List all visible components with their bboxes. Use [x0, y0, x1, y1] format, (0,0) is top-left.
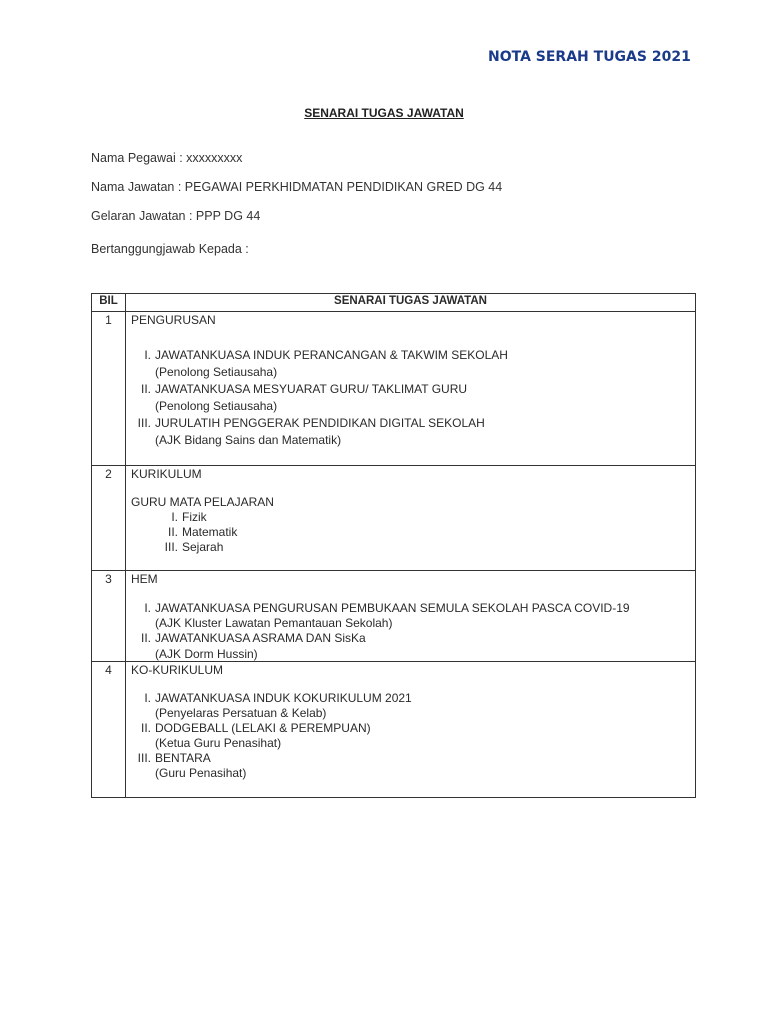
- item-number: I.: [144, 348, 151, 362]
- section-subheading: GURU MATA PELAJARAN: [131, 495, 274, 509]
- item-role: (AJK Bidang Sains dan Matematik): [155, 433, 342, 447]
- item-number: III.: [164, 540, 178, 554]
- row-bil: 2: [92, 466, 126, 571]
- item-number: II.: [140, 382, 151, 396]
- table-row: [92, 466, 696, 571]
- item-role: (Ketua Guru Penasihat): [155, 736, 282, 750]
- item-number: I.: [144, 601, 151, 615]
- item-text: JAWATANKUASA MESYUARAT GURU/ TAKLIMAT GURU: [155, 382, 468, 396]
- list-item: [131, 630, 695, 647]
- table-row: [92, 662, 696, 798]
- section-title: HEM: [131, 572, 158, 586]
- list-item: [131, 540, 695, 555]
- list-item: [131, 600, 695, 617]
- table-row: [92, 571, 696, 662]
- item-role: (Penyelaras Persatuan & Kelab): [155, 706, 327, 720]
- bertanggungjawab-line: Bertanggungjawab Kepada :: [91, 242, 249, 256]
- item-number: I.: [144, 691, 151, 705]
- item-text: BENTARA: [155, 751, 211, 765]
- row-content: [126, 662, 696, 798]
- row-content: [126, 571, 696, 662]
- table-row: [92, 312, 696, 466]
- header-senarai-tugas: SENARAI TUGAS JAWATAN: [126, 294, 696, 312]
- header-bil: BIL: [92, 294, 126, 312]
- row-content: [126, 466, 696, 571]
- nama-pegawai-line: Nama Pegawai : xxxxxxxxx: [91, 151, 243, 165]
- duty-table: [91, 293, 696, 798]
- item-text: JAWATANKUASA ASRAMA DAN SisKa: [155, 631, 366, 645]
- item-number: II.: [140, 631, 151, 645]
- list-item: [131, 510, 695, 525]
- document-heading: SENARAI TUGAS JAWATAN: [304, 106, 464, 120]
- nota-title: NOTA SERAH TUGAS 2021: [488, 49, 691, 65]
- item-role: (Penolong Setiausaha): [155, 399, 278, 413]
- item-number: I.: [171, 510, 178, 524]
- item-number: III.: [137, 751, 151, 765]
- list-item: [131, 525, 695, 540]
- item-text: JAWATANKUASA INDUK KOKURIKULUM 2021: [155, 691, 412, 705]
- section-title: KURIKULUM: [131, 467, 202, 481]
- item-role: (AJK Kluster Lawatan Pemantauan Sekolah): [155, 616, 393, 630]
- item-text: Matematik: [182, 525, 238, 539]
- table-header-row: [92, 294, 696, 312]
- list-item: [131, 381, 695, 398]
- nama-jawatan-line: Nama Jawatan : PEGAWAI PERKHIDMATAN PENDIDIKAN GRED DG 44: [91, 180, 503, 194]
- list-item: [131, 721, 695, 736]
- row-bil: 1: [92, 312, 126, 466]
- list-item: [131, 415, 695, 432]
- row-bil: 4: [92, 662, 126, 798]
- section-title: KO-KURIKULUM: [131, 663, 224, 677]
- row-bil: 3: [92, 571, 126, 662]
- item-text: DODGEBALL (LELAKI & PEREMPUAN): [155, 721, 371, 735]
- list-item: [131, 751, 695, 766]
- item-number: III.: [137, 416, 151, 430]
- item-role: (Penolong Setiausaha): [155, 365, 278, 379]
- item-text: JURULATIH PENGGERAK PENDIDIKAN DIGITAL SEKOLAH: [155, 416, 485, 430]
- row-content: [126, 312, 696, 466]
- item-number: II.: [140, 721, 151, 735]
- item-text: Sejarah: [182, 540, 224, 554]
- gelaran-jawatan-line: Gelaran Jawatan : PPP DG 44: [91, 209, 261, 223]
- list-item: [131, 347, 695, 364]
- list-item: [131, 691, 695, 706]
- section-title: PENGURUSAN: [131, 313, 216, 327]
- item-number: II.: [167, 525, 178, 539]
- item-text: JAWATANKUASA PENGURUSAN PEMBUKAAN SEMULA SEKOLAH PASCA COVID-19: [155, 601, 630, 615]
- item-text: Fizik: [182, 510, 207, 524]
- item-role: (AJK Dorm Hussin): [155, 647, 258, 661]
- item-role: (Guru Penasihat): [155, 766, 247, 780]
- item-text: JAWATANKUASA INDUK PERANCANGAN & TAKWIM SEKOLAH: [155, 348, 508, 362]
